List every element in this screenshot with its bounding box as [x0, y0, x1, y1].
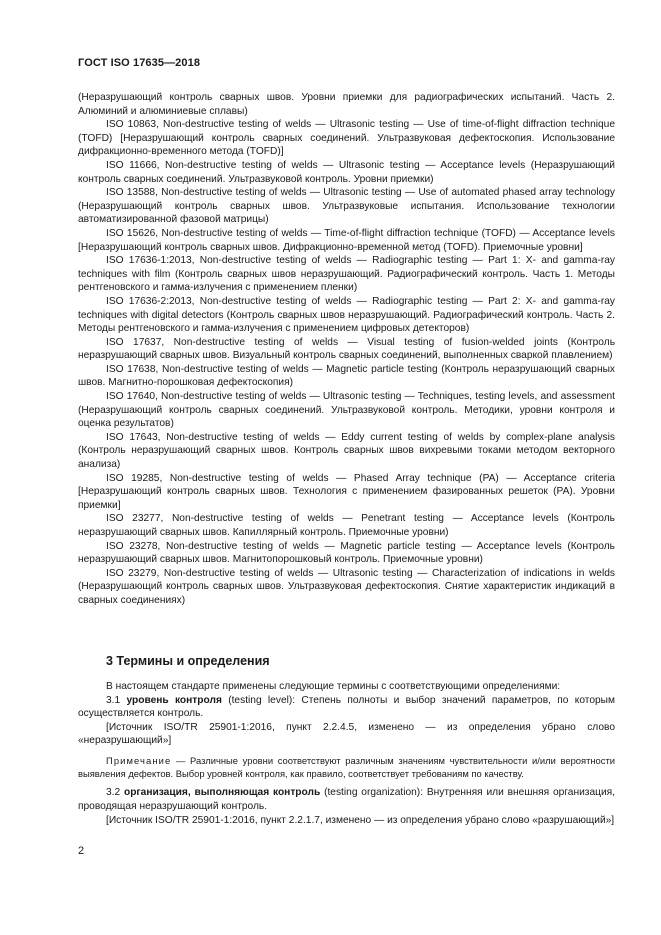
- note-label: Примечание: [106, 754, 172, 766]
- reference-item: ISO 17636-2:2013, Non-destructive testing of welds — Radiographic testing — Part 2: X- and gamma-ray techniques with digital detectors (Контроль сварных швов неразрушающий. Радиографический контроль. Часть 2. Методы рентгеновского и гамма-излучения с применением цифровых детекторов): [78, 295, 615, 335]
- term-number: 3.2: [106, 787, 124, 799]
- reference-item: (Неразрушающий контроль сварных швов. Уровни приемки для радиографических испытаний. Часть 2. Алюминий и алюминиевые сплавы): [78, 92, 615, 117]
- reference-item: ISO 13588, Non-destructive testing of welds — Ultrasonic testing — Use of automated phased array technology (Неразрушающий контроль сварных швов. Ультразвуковые испытания. Использование технологии автоматизированной фазовой матрицы): [78, 187, 615, 226]
- reference-item: ISO 23279, Non-destructive testing of welds — Ultrasonic testing — Characterization of indications in welds (Неразрушающий контроль сварных швов. Ультразвуковая дефектоскопия. Снятие характеристик индикаций в сварных соединениях): [78, 567, 615, 606]
- term-definition: (testing level): Степень полноты и выбор значений параметров, по которым осуществляется контроль.: [78, 694, 615, 720]
- reference-item: ISO 17640, Non-destructive testing of welds — Ultrasonic testing — Techniques, testing levels, and assessment (Неразрушающий контроль сварных соединений. Ультразвуковой контроль. Методики, уровни контроля и оценка результатов): [78, 391, 615, 430]
- term-source: [Источник ISO/TR 25901-1:2016, пункт 2.2.1.7, изменено — из определения убрано слово «разрушающий»]: [106, 814, 615, 826]
- terms-section: [78, 680, 615, 827]
- term-name: организация, выполняющая контроль: [123, 787, 321, 799]
- normative-references-list: [78, 91, 615, 608]
- reference-item: ISO 15626, Non-destructive testing of welds — Time-of-flight diffraction technique (TOFD) — Acceptance levels [Неразрушающий контроль сварных швов. Дифракционно-временной метод (TOFD). Приемочные уровни]: [78, 227, 615, 253]
- reference-item: ISO 17637, Non-destructive testing of welds — Visual testing of fusion-welded joints (Контроль неразрушающий сварных швов. Визуальный контроль сварных соединений, выполненных сваркой плавлением): [78, 336, 615, 362]
- reference-item: ISO 17636-1:2013, Non-destructive testing of welds — Radiographic testing — Part 1: X- and gamma-ray techniques with film (Контроль сварных швов неразрушающий. Радиографический контроль. Часть 1. Методы рентгеновского и гамма-излучения с применением пленки): [78, 255, 615, 294]
- term-name: уровень контроля: [126, 694, 222, 706]
- note-text: — Различные уровни соответствуют различным значениям чувствительности и/или вероятности выявления дефектов. Выбор уровней контроля, как правило, соответствует требованиям по качеству.: [78, 754, 615, 780]
- section-intro: В настоящем стандарте применены следующие термины с соответствующими определениями:: [106, 681, 561, 692]
- reference-item: ISO 23278, Non-destructive testing of welds — Magnetic particle testing — Acceptance levels (Контроль неразрушающий сварных швов. Магнитопорошковый контроль. Приемочные уровни): [78, 540, 615, 566]
- term-entry: [78, 694, 615, 721]
- reference-item: ISO 17643, Non-destructive testing of welds — Eddy current testing of welds by complex-plane analysis (Контроль неразрушающий сварных швов. Контроль сварных швов вихревыми токами методом векторного анализа): [78, 431, 615, 471]
- reference-item: ISO 19285, Non-destructive testing of welds — Phased Array technique (PA) — Acceptance criteria [Неразрушающий контроль сварных швов. Технология с применением фазированных решеток (PA). Уровни приемки]: [78, 472, 615, 511]
- page-number: 2: [78, 845, 85, 857]
- reference-item: ISO 17638, Non-destructive testing of welds — Magnetic particle testing (Контроль неразрушающий сварных швов. Магнитно-порошковая дефектоскопия): [78, 363, 615, 389]
- document-header: ГОСТ ISO 17635—2018: [78, 57, 201, 69]
- term-entry: [78, 786, 615, 813]
- term-number: 3.1: [106, 694, 127, 706]
- term-source: [Источник ISO/TR 25901-1:2016, пункт 2.2.4.5, изменено — из определения убрано слово «неразрушающий»]: [78, 721, 615, 747]
- reference-item: ISO 11666, Non-destructive testing of welds — Ultrasonic testing — Acceptance levels (Неразрушающий контроль сварных соединений. Ультразвуковой контроль. Уровни приемки): [78, 159, 615, 185]
- section-heading: 3 Термины и определения: [106, 654, 270, 668]
- reference-item: ISO 10863, Non-destructive testing of welds — Ultrasonic testing — Use of time-of-flight diffraction technique (TOFD) [Неразрушающий контроль сварных соединений. Ультразвуковая дефектоскопия. Использование дифракционно-временного метода (TOFD)]: [78, 119, 615, 158]
- reference-item: ISO 23277, Non-destructive testing of welds — Penetrant testing — Acceptance levels (Контроль неразрушающий сварных швов. Капиллярный контроль. Приемочные уровни): [78, 513, 615, 538]
- term-definition: (testing organization): Внутренняя или внешняя организация, проводящая неразрушающий контроль.: [78, 787, 615, 812]
- note: [78, 754, 615, 780]
